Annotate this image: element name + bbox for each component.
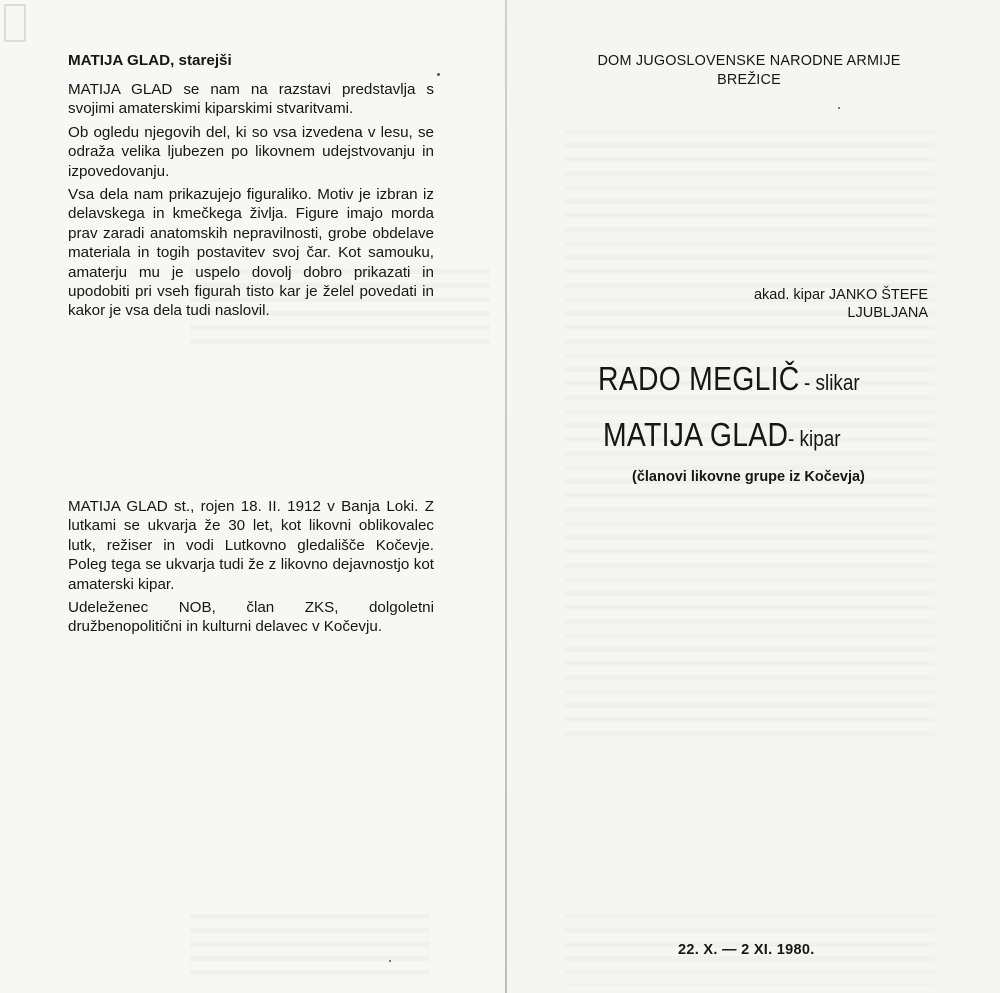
artist-role: - kipar (788, 426, 841, 451)
print-speck (389, 960, 391, 962)
scanner-logo-mark (0, 0, 60, 52)
organizer-name: DOM JUGOSLOVENSKE NARODNE ARMIJE (597, 53, 901, 69)
critique-text (68, 80, 434, 325)
artist-title-1 (598, 360, 869, 398)
signature-place: LJUBLJANA (847, 305, 928, 321)
artist-name: MATIJA GLAD (603, 416, 789, 453)
heading-suffix: starejši (174, 52, 232, 69)
section-heading (68, 52, 232, 69)
print-speck (838, 107, 840, 109)
exhibition-dates: 22. X. — 2 XI. 1980. (678, 942, 815, 958)
artist-title-2 (603, 416, 850, 454)
heading-name: MATIJA GLAD, (68, 52, 175, 69)
artist-role: - slikar (804, 370, 861, 395)
artist-name: RADO MEGLIČ (598, 360, 800, 397)
group-note: (članovi likovne grupe iz Kočevja) (632, 469, 865, 485)
organizer-header (584, 52, 914, 90)
biography-text (68, 497, 434, 641)
critique-paragraph: Vsa dela nam prikazujejo figuraliko. Motiv je izbran iz delavskega in kmečkega življa. Figure imajo morda prav zaradi anatomskih nepravilnosti, grobe obdelave materiala in togih postavitev svoj čar. Kot samouku, amaterju mu je uspelo dovolj dobro prikazati in upodobiti pri vseh figurah tisto kar je želel povedati in kakor je vsa dela tudi naslovil. (68, 186, 434, 320)
biography-paragraph: MATIJA GLAD st., rojen 18. II. 1912 v Banja Loki. Z lutkami se ukvarja že 30 let, kot likovni oblikovalec lutk, režiser in vodi Lutkovno gledališče Kočevje. Poleg tega se ukvarja tudi že z likovno dejavnostjo kot amaterski kipar. (68, 498, 434, 593)
critique-paragraph: Ob ogledu njegovih del, ki so vsa izvedena v lesu, se odraža velika ljubezen po likovnem udejstvovanju in izpovedovanju. (68, 123, 434, 180)
signature (754, 286, 928, 322)
biography-paragraph: Udeleženec NOB, član ZKS, dolgoletni družbenopolitični in kulturni delavec v Kočevju. (68, 599, 434, 636)
show-through-left-bottom (190, 905, 430, 980)
critique-paragraph: MATIJA GLAD se nam na razstavi predstavlja s svojimi amaterskimi kiparskimi stvaritvami. (68, 81, 434, 118)
organizer-place: BREŽICE (717, 72, 781, 88)
signature-author: akad. kipar JANKO ŠTEFE (753, 287, 928, 303)
print-speck (437, 73, 440, 76)
